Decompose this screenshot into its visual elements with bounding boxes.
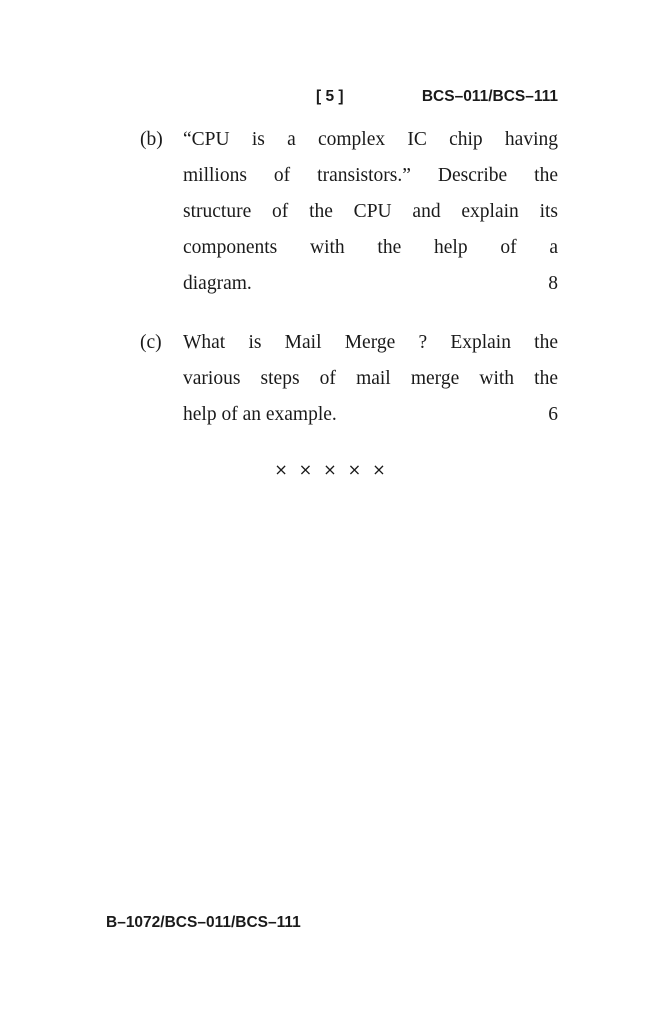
question-line: various steps of mail merge with the xyxy=(183,368,558,389)
course-code-header: BCS–011/BCS–111 xyxy=(421,88,558,105)
question-text xyxy=(183,122,558,302)
end-of-paper-marks: × × × × × xyxy=(274,460,389,479)
question-label: (c) xyxy=(140,332,162,353)
question-line: What is Mail Merge ? Explain the xyxy=(183,332,558,353)
question-line: millions of transistors.” Describe the xyxy=(183,165,558,186)
question-line: diagram. xyxy=(183,273,252,294)
question-last-line xyxy=(183,266,558,302)
page-number: [ 5 ] xyxy=(316,88,344,105)
question-marks: 6 xyxy=(548,404,558,425)
question-b xyxy=(140,122,558,302)
question-marks: 8 xyxy=(548,273,558,294)
question-label: (b) xyxy=(140,129,163,150)
question-text xyxy=(183,325,558,433)
page-header xyxy=(0,88,663,108)
footer-code: B–1072/BCS–011/BCS–111 xyxy=(106,914,301,931)
question-last-line xyxy=(183,397,558,433)
question-line: help of an example. xyxy=(183,404,337,425)
question-c xyxy=(140,325,558,433)
question-line: structure of the CPU and explain its xyxy=(183,201,558,222)
question-line: “CPU is a complex IC chip having xyxy=(183,129,558,150)
question-line: components with the help of a xyxy=(183,237,558,258)
